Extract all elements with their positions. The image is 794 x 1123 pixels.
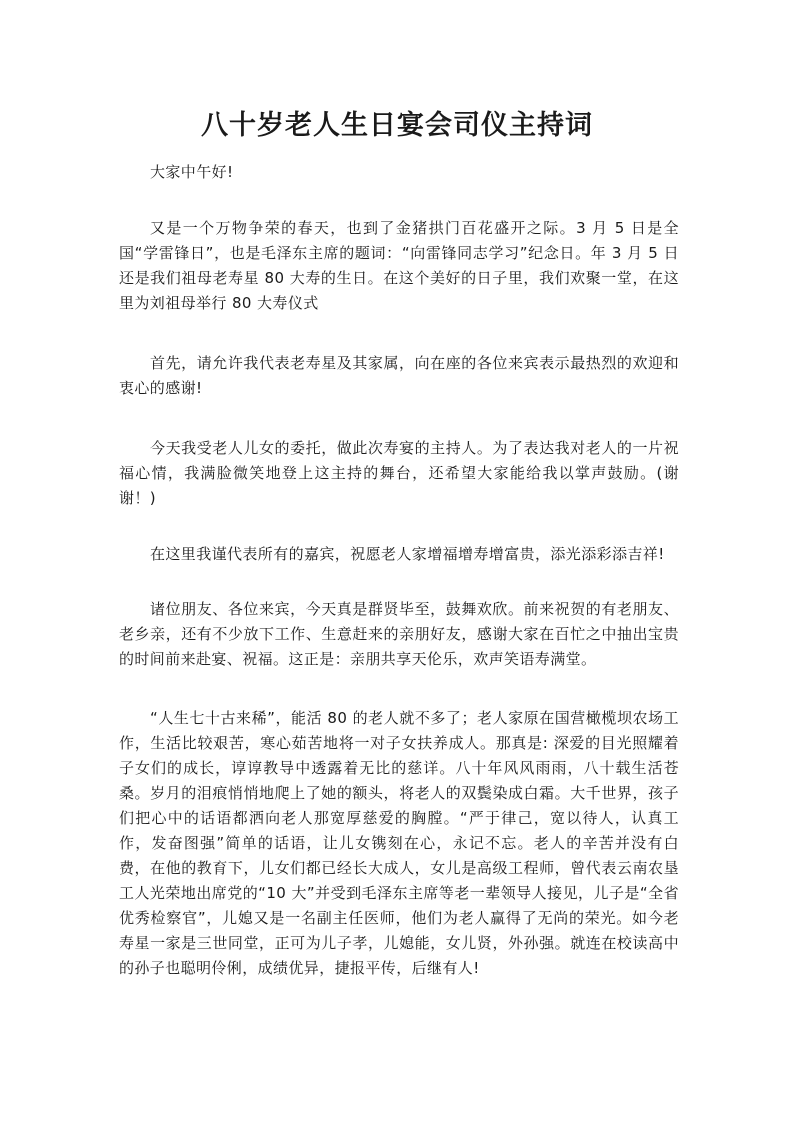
greeting-paragraph: 大家中午好! (150, 163, 234, 181)
paragraph-life-story: “人生七十古来稀”，能活 80 的老人就不多了；老人家原在国营橄榄坝农场工作，生活比较艰苦，寒心茹苦地将一对子女扶养成人。那真是: 深爱的目光照耀着子女们的成长，谆谆教导中透露着无比的慈详。八十年风风雨雨，八十载生活苍桑。岁月的泪痕悄悄地爬上了她的额头，将老人的双鬓染成白霜。大千世界，孩子们把心中的话语都洒向老人那宽厚慈爱的胸膛。“严于律己，宽以待人，认真工作，发奋图强”简单的话语，让儿女镌刻在心，永记不忘。老人的辛苦并没有白费，在他的教育下，儿女们都已经长大成人，女儿是高级工程师，曾代表云南农垦工人光荣地出席党的“10 大”并受到毛泽东主席等老一辈领导人接见，儿子是“全省优秀检察官”，儿媳又是一名副主任医师，他们为老人赢得了无尚的荣光。如今老寿星一家是三世同堂，正可为儿子孝，儿媳能，女儿贤，外孙强。就连在校读高中的孙子也聪明伶俐，成绩优异，捷报平传，后继有人! (119, 709, 679, 977)
document-title: 八十岁老人生日宴会司仪主持词 (201, 110, 593, 141)
paragraph-welcome: 首先，请允许我代表老寿星及其家属，向在座的各位来宾表示最热烈的欢迎和衷心的感谢! (119, 354, 679, 397)
paragraph-host-intro: 今天我受老人儿女的委托，做此次寿宴的主持人。为了表达我对老人的一片祝福心情，我满脸微笑地登上这主持的舞台，还希望大家能给我以掌声鼓励。(谢谢！) (119, 439, 679, 507)
paragraph-opening: 又是一个万物争荣的春天，也到了金猪拱门百花盛开之际。3 月 5 日是全国“学雷锋日”，也是毛泽东主席的题词：“向雷锋同志学习”纪念日。年 3 月 5 日还是我们祖母老寿星 80 大寿的生日。在这个美好的日子里，我们欢聚一堂，在这里为刘祖母举行 80 大寿仪式 (119, 219, 679, 312)
paragraph-thanks-guests: 诸位朋友、各位来宾，今天真是群贤毕至，鼓舞欢欣。前来祝贺的有老朋友、老乡亲，还有不少放下工作、生意赶来的亲朋好友，感谢大家在百忙之中抽出宝贵的时间前来赴宴、祝福。这正是：亲朋共享天伦乐，欢声笑语寿满堂。 (119, 600, 679, 668)
paragraph-blessing: 在这里我谨代表所有的嘉宾，祝愿老人家增福增寿增富贵，添光添彩添吉祥! (150, 545, 665, 563)
